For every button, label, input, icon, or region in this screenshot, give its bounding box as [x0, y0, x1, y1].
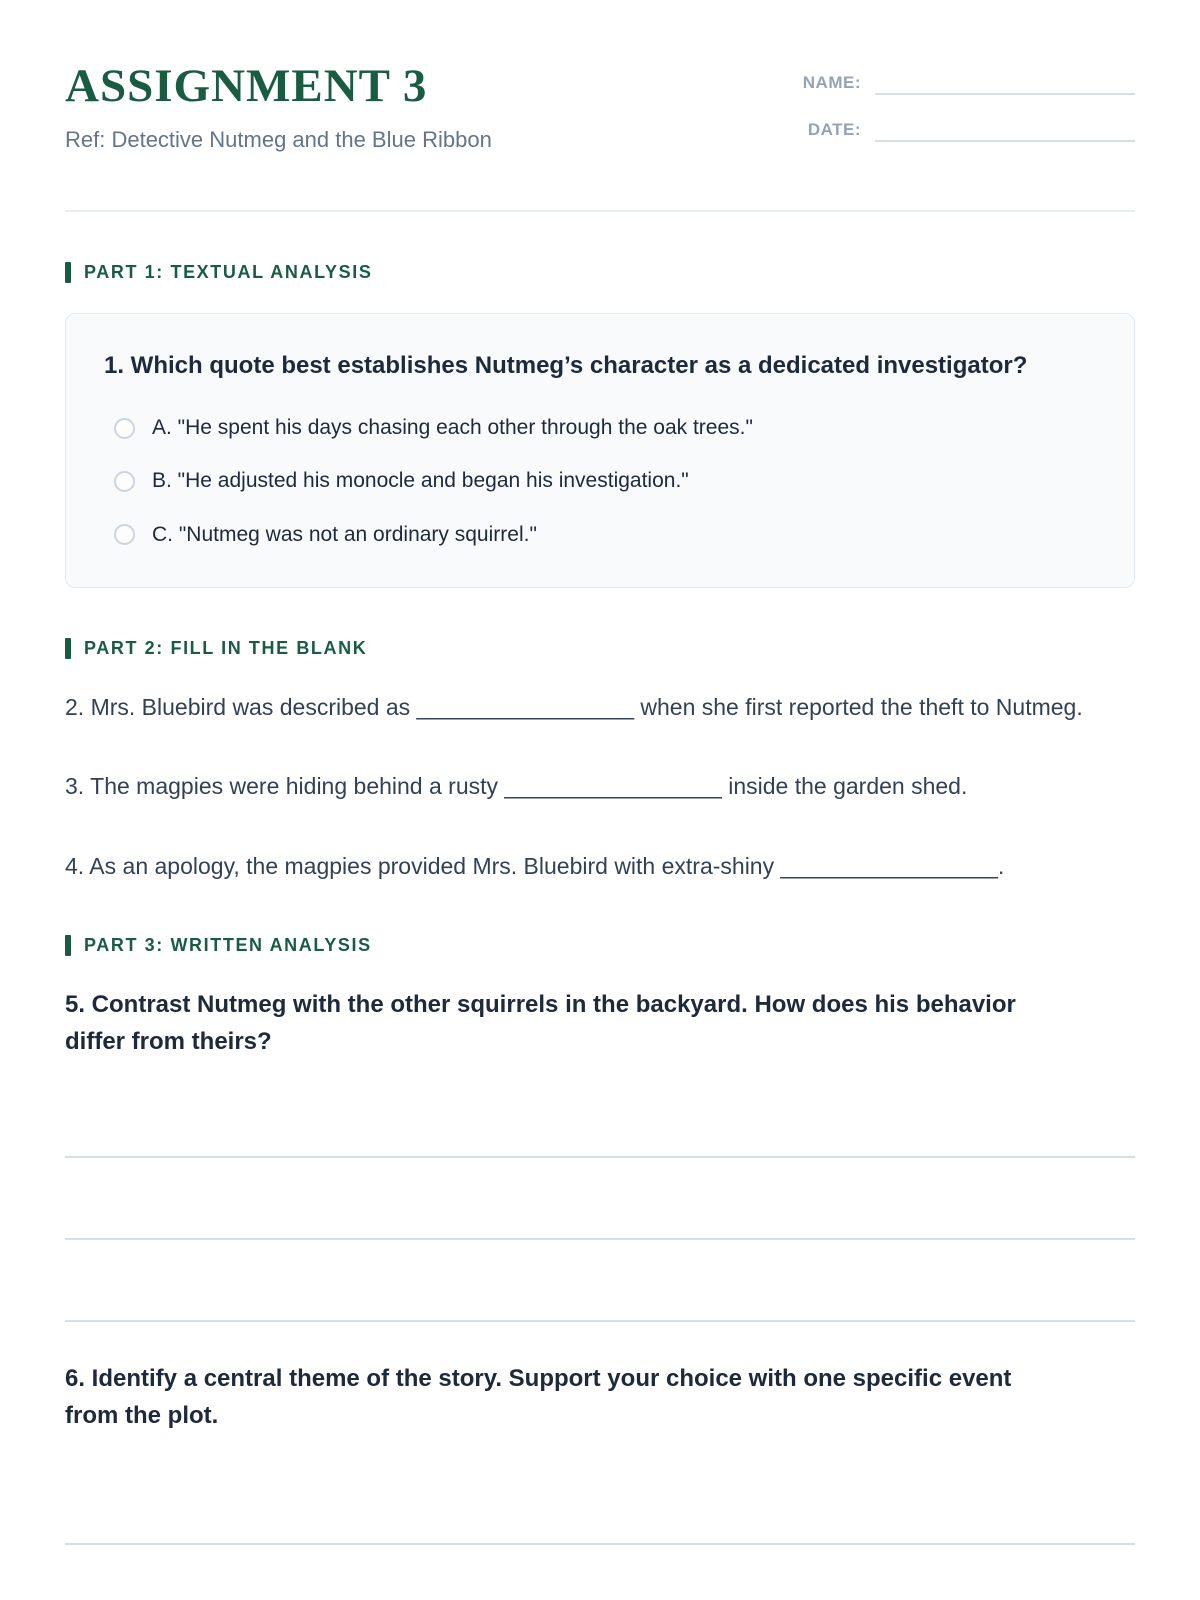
- question6-text: 6. Identify a central theme of the story. Support your choice with one specific event from the plot.: [65, 1365, 1012, 1430]
- page-subtitle: Ref: Detective Nutmeg and the Blue Ribbon: [65, 127, 492, 153]
- radio-option-c[interactable]: [114, 524, 135, 545]
- heading-bar-icon: [65, 638, 71, 659]
- option-c-label: C. "Nutmeg was not an ordinary squirrel.": [152, 522, 537, 546]
- answer-line[interactable]: [65, 1543, 1135, 1545]
- option-row-a: [104, 414, 1096, 442]
- part3-heading: [65, 935, 1135, 956]
- date-input-line[interactable]: [875, 124, 1135, 142]
- part1-section: [65, 262, 1135, 588]
- part2-heading: [65, 638, 1135, 659]
- part3-section: [65, 935, 1135, 1545]
- part2-section: [65, 638, 1135, 885]
- page-title: ASSIGNMENT 3: [65, 60, 428, 112]
- name-input-line[interactable]: [875, 77, 1135, 95]
- question4-text[interactable]: 4. As an apology, the magpies provided Mrs. Bluebird with extra-shiny _________________.: [65, 852, 1005, 879]
- part2-heading-label: PART 2: FILL IN THE BLANK: [84, 638, 368, 659]
- header-divider: [65, 210, 1135, 212]
- student-fields: [803, 62, 1135, 168]
- question1-text: 1. Which quote best establishes Nutmeg’s character as a dedicated investigator?: [104, 352, 1028, 379]
- question2-text[interactable]: 2. Mrs. Bluebird was described as _________________ when she first reported the theft to Nutmeg.: [65, 694, 1083, 721]
- answer-line[interactable]: [65, 1238, 1135, 1240]
- option-row-c: [104, 521, 1096, 549]
- header-titles: [65, 62, 492, 153]
- part1-heading: [65, 262, 1135, 283]
- date-field: [803, 121, 1135, 142]
- question5-text: 5. Contrast Nutmeg with the other squirrels in the backyard. How does his behavior differ from theirs?: [65, 990, 1016, 1055]
- header: [65, 62, 1135, 168]
- question3-text[interactable]: 3. The magpies were hiding behind a rusty _________________ inside the garden shed.: [65, 773, 968, 800]
- option-b-label: B. "He adjusted his monocle and began his investigation.": [152, 469, 689, 493]
- date-label: DATE:: [807, 120, 861, 139]
- answer-line[interactable]: [65, 1156, 1135, 1158]
- heading-bar-icon: [65, 262, 71, 283]
- name-field: [803, 74, 1135, 95]
- option-row-b: [104, 467, 1096, 495]
- part3-heading-label: PART 3: WRITTEN ANALYSIS: [84, 934, 372, 955]
- answer-line[interactable]: [65, 1320, 1135, 1322]
- part1-heading-label: PART 1: TEXTUAL ANALYSIS: [84, 262, 373, 282]
- name-label: NAME:: [802, 73, 861, 92]
- radio-option-a[interactable]: [114, 418, 135, 439]
- heading-bar-icon: [65, 935, 71, 956]
- option-a-label: A. "He spent his days chasing each other through the oak trees.": [152, 416, 753, 439]
- question1-box: [65, 313, 1135, 588]
- radio-option-b[interactable]: [114, 471, 135, 492]
